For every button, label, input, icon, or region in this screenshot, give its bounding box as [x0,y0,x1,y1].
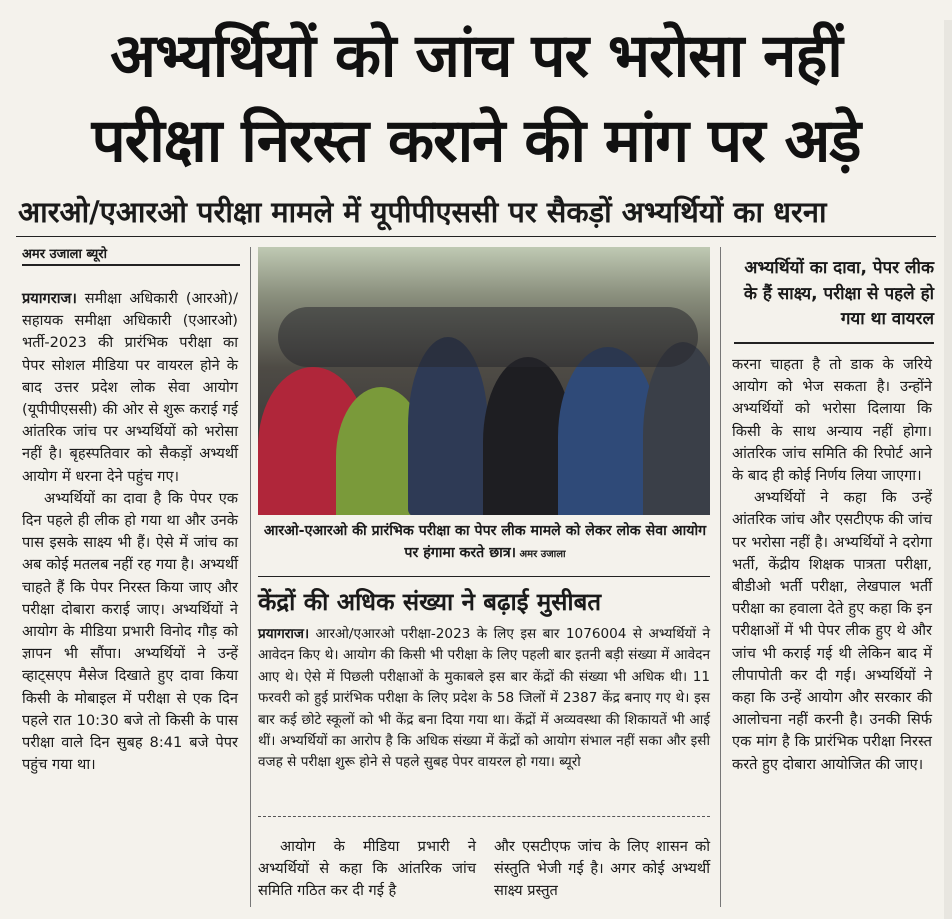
box-rule [258,576,710,577]
subheadline: आरओ/एआरओ परीक्षा मामले में यूपीपीएससी पर सैकड़ों अभ्यर्थियों का धरना [18,195,827,229]
header-rule [16,236,936,237]
col1-paragraph-2: अभ्यर्थियों का दावा है कि पेपर एक दिन पहले ही लीक हो गया था और उनके पास इसके साक्ष्य भी हैं। ऐसे में जांच का अब कोई मतलब नहीं रह गया है। अभ्यर्थी चाहते हैं कि पेपर निरस्त किया जाए और परीक्षा दोबारा कराई जाए। अभ्यर्थियों ने आयोग के मीडिया प्रभारी विनोद गौड़ को ज्ञापन भी सौंपा। अभ्यर्थियों ने उन्हें व्हाट्सएप मैसेज दिखाते हुए दावा किया किसी के मोबाइल में परीक्षा से एक दिन पहले रात 10:30 बजे तो किसी के पास परीक्षा वाले दिन सुबह 8:41 बजे पेपर पहुंच गया था। [22,489,238,774]
column-1 [22,288,238,776]
byline-rule [22,264,240,266]
dateline: प्रयागराज। [22,290,77,307]
box-bottom-rule [258,816,710,817]
column-4: करना चाहता है तो डाक के जरिये आयोग को भेज सकता है। उन्होंने अभ्यर्थियों को भरोसा दिलाया कि किसी के साथ अन्याय नहीं होगा। आंतरिक जांच समिति की रिपोर्ट आने के बाद ही कोई निर्णय लिया जाएगा। अभ्यर्थियों ने कहा कि उन्हें आंतरिक जांच और एसटीएफ की जांच पर भरोसा नहीं है। अभ्यर्थियों ने दरोगा भर्ती, केंद्रीय शिक्षक पात्रता परीक्षा, बीडीओ भर्ती परीक्षा, लेखपाल भर्ती परीक्षा का हवाला देते हुए कहा कि इन परीक्षाओं में भी पेपर लीक हुए थे और जांच भी कराई गई थी लेकिन बाद में लीपापोती कर दी गई। अभ्यर्थियों ने कहा कि उन्हें आयोग और सरकार की आलोचना नहीं करनी है। उनकी सिर्फ एक मांग है कि प्रारंभिक परीक्षा निरस्त करते हुए दोबारा आयोजित की जाए। [732,356,932,773]
next-page-edge [944,20,952,919]
column-2: आयोग के मीडिया प्रभारी ने अभ्यर्थियों से कहा कि आंतरिक जांच समिति गठित कर दी गई है [258,838,476,900]
photo-caption: आरओ-एआरओ की प्रारंभिक परीक्षा का पेपर लीक मामले को लेकर लोक सेवा आयोग पर हंगामा करते छात्र। अमर उजाला [263,523,707,561]
protest-photo [258,247,710,515]
column-divider [250,247,251,907]
box-text: प्रयागराज। आरओ/एआरओ परीक्षा-2023 के लिए इस बार 1076004 से अभ्यर्थियों ने आवेदन किए थे। आयोग की किसी भी परीक्षा के लिए पहली बार इतनी बड़ी संख्या में आवेदन आए थे। ऐसे में पिछली परीक्षाओं के मुकाबले इस बार केंद्रों की संख्या भी अधिक थी। 11 फरवरी को हुई प्रारंभिक परीक्षा के लिए प्रदेश के 58 जिलों में 2387 केंद्र बनाए गए थे। इस बार कई छोटे स्कूलों को भी केंद्र बना दिया गया था। केंद्रों में अव्यवस्था की शिकायतें भी आई थीं। अभ्यर्थियों का आरोप है कि अधिक संख्या में केंद्रों को आयोग संभाल नहीं सका और इसी वजह से परीक्षा शुरू होने से पहले सुबह पेपर वायरल हो गया। ब्यूरो [258,626,710,771]
pull-quote: अभ्यर्थियों का दावा, पेपर लीक के हैं साक्ष्य, परीक्षा से पहले हो गया था वायरल [743,258,934,329]
column-3: और एसटीएफ जांच के लिए शासन को संस्तुति भेजी गई है। अगर कोई अभ्यर्थी साक्ष्य प्रस्तुत [494,838,710,900]
col1-paragraph-1: समीक्षा अधिकारी (आरओ)/सहायक समीक्षा अधिकारी (एआरओ) भर्ती-2023 की प्रारंभिक परीक्षा का पेपर सोशल मीडिया पर वायरल होने के बाद उत्तर प्रदेश लोक सेवा आयोग (यूपीपीएससी) की ओर से शुरू कराई गई आंतरिक जांच पर अभ्यर्थियों को भरोसा नहीं है। बृहस्पतिवार को सैकड़ों अभ्यर्थी आयोग में धरना देने पहुंच गए। [22,290,238,485]
pull-quote-rule [734,342,934,344]
box-heading: केंद्रों की अधिक संख्या ने बढ़ाई मुसीबत [258,588,602,616]
headline-line-1: अभ्यर्थियों को जांच पर भरोसा नहीं [110,21,842,91]
column-divider-right [720,247,721,907]
byline: अमर उजाला ब्यूरो [22,247,107,262]
headline-line-2: परीक्षा निरस्त कराने की मांग पर अड़े [91,106,861,176]
photo-credit: अमर उजाला [516,549,566,560]
